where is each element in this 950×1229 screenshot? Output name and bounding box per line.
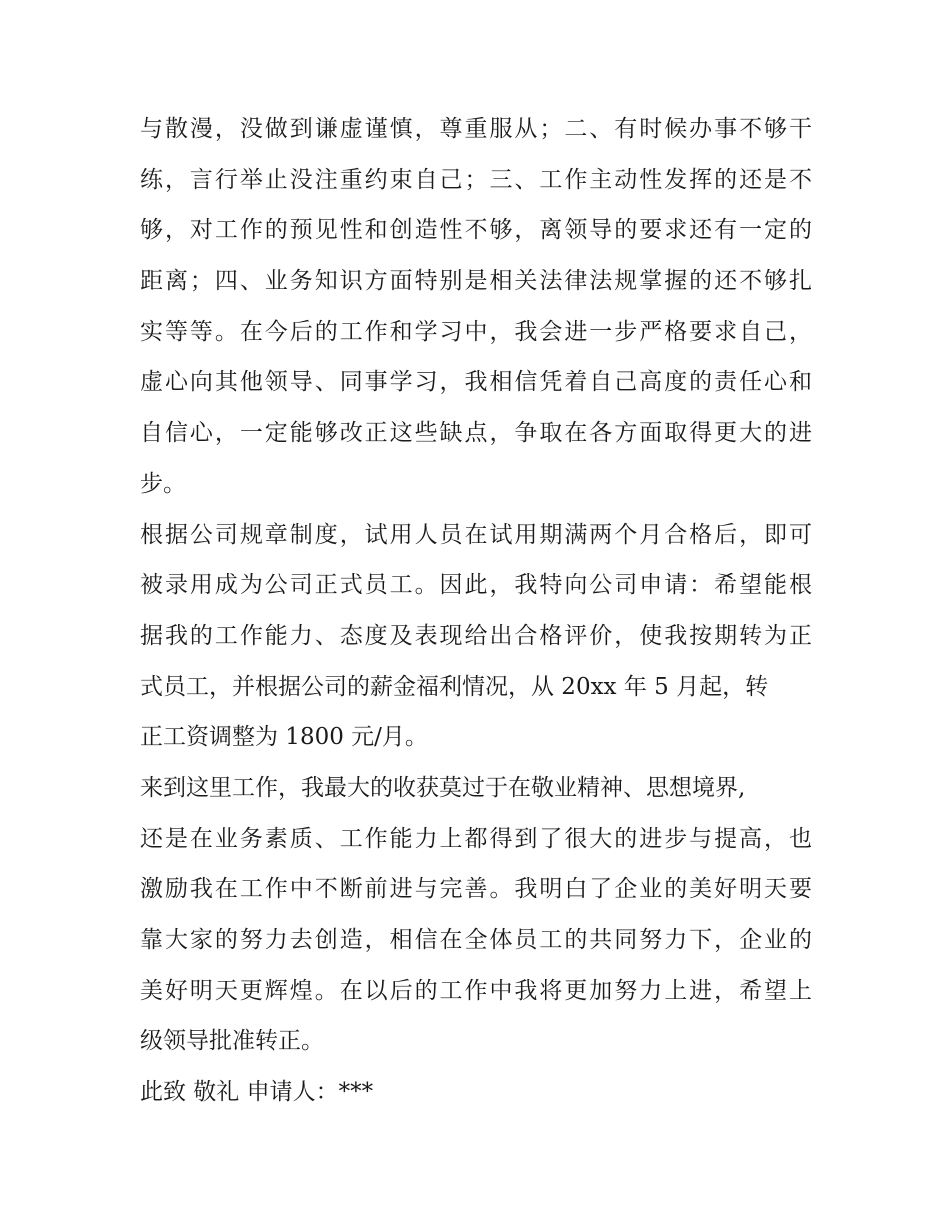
text-line: 激励我在工作中不断前进与完善。我明白了企业的美好明天要: [140, 876, 812, 903]
text-line: 虚心向其他领导、同事学习，我相信凭着自己高度的责任心和: [140, 369, 812, 396]
paragraph-application: [140, 510, 812, 763]
text-line: 自信心，一定能够改正这些缺点，争取在各方面取得更大的进: [140, 420, 812, 447]
text-line: 距离；四、业务知识方面特别是相关法律法规掌握的还不够扎: [140, 268, 812, 295]
text-line: 式员工，并根据公司的薪金福利情况，从 20xx 年 5 月起，转: [140, 673, 769, 700]
text-line: 级领导批准转正。: [140, 1028, 324, 1055]
paragraph-shortcomings: [140, 104, 812, 510]
document-body: [140, 104, 812, 1118]
text-line: 正工资调整为 1800 元/月。: [140, 724, 428, 751]
text-line: 来到这里工作，我最大的收获莫过于在敬业精神、思想境界,: [140, 774, 746, 801]
text-line: 被录用成为公司正式员工。因此，我特向公司申请：希望能根: [140, 572, 812, 599]
text-line: 练，言行举止没注重约束自己；三、工作主动性发挥的还是不: [140, 166, 812, 193]
closing-signature: 此致 敬礼 申请人：***: [140, 1079, 374, 1106]
text-line: 据我的工作能力、态度及表现给出合格评价，使我按期转为正: [140, 622, 812, 649]
text-line: 够，对工作的预见性和创造性不够，离领导的要求还有一定的: [140, 217, 812, 244]
text-line: 美好明天更辉煌。在以后的工作中我将更加努力上进，希望上: [140, 977, 812, 1004]
text-line: 靠大家的努力去创造，相信在全体员工的共同努力下，企业的: [140, 927, 812, 953]
paragraph-reflection: [140, 763, 812, 1067]
text-line: 步。: [140, 470, 186, 497]
text-line: 根据公司规章制度，试用人员在试用期满两个月合格后，即可: [140, 521, 812, 548]
text-line: 与散漫，没做到谦虚谨慎，尊重服从；二、有时候办事不够干: [140, 116, 812, 142]
text-line: 还是在业务素质、工作能力上都得到了很大的进步与提高，也: [140, 825, 812, 852]
text-line: 实等等。在今后的工作和学习中，我会进一步严格要求自己，: [140, 318, 812, 345]
paragraph-closing: [140, 1067, 812, 1118]
